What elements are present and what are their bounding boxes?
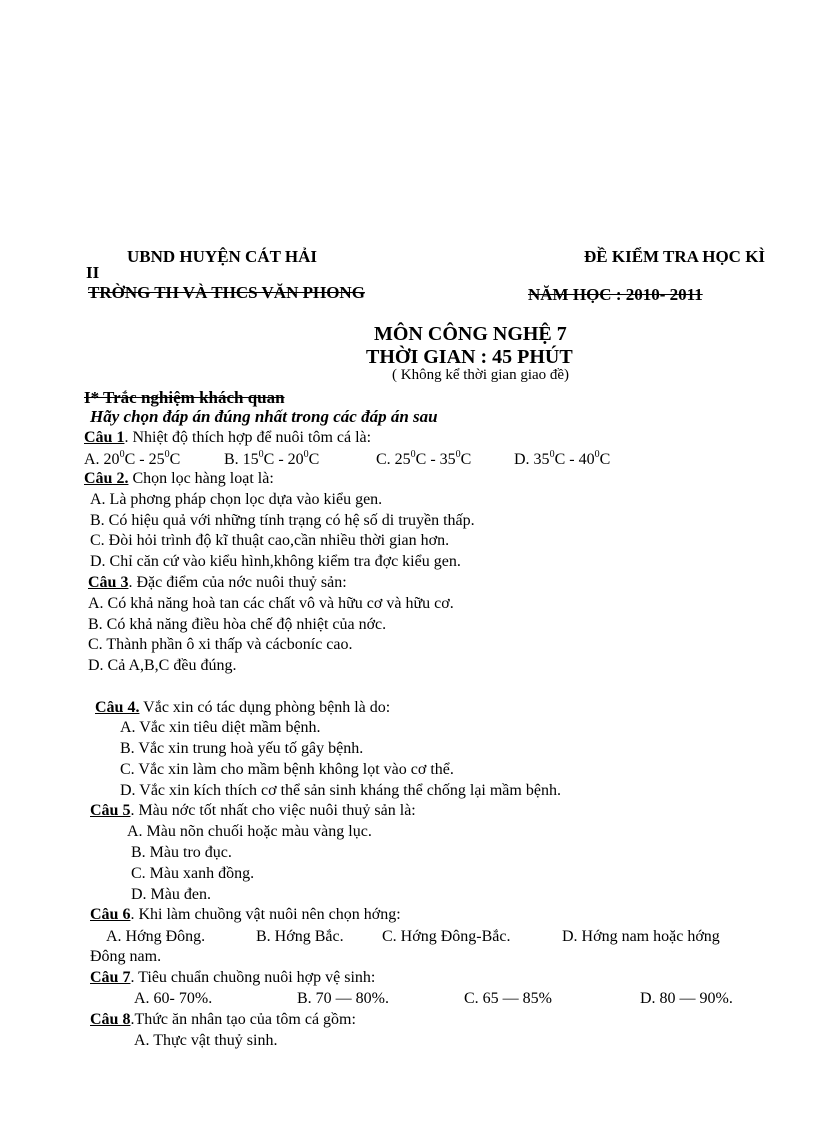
q6-option-b: B. Hớng Bắc. [256,928,344,945]
instruction: Hãy chọn đáp án đúng nhất trong các đáp án sau [90,407,438,426]
question-4-label: Câu 4. [95,699,140,716]
time-note: ( Không kể thời gian giao đề) [392,367,570,383]
q7-option-d: D. 80 — 90%. [640,990,733,1007]
q4-option-c: C. Vắc xin làm cho mầm bệnh không lọt vào cơ thể. [120,761,454,778]
section-heading: I* Trắc nghiệm khách quan [84,388,285,407]
q3-option-b: B. Có khả năng điều hòa chế độ nhiệt của nớc. [88,616,387,633]
question-3-text: . Đặc điểm của nớc nuôi thuỷ sản: [128,574,347,591]
q3-option-d: D. Cả A,B,C đều đúng. [88,657,237,674]
q6-option-a: A. Hớng Đông. [106,928,206,945]
question-6-label: Câu 6 [90,906,131,923]
q2-option-c: C. Đòi hỏi trình độ kĩ thuật cao,cần nhiều thời gian hơn. [90,532,450,549]
question-5-text: . Màu nớc tốt nhất cho việc nuôi thuỷ sản là: [130,802,416,819]
q4-option-d: D. Vắc xin kích thích cơ thể sản sinh kháng thể chống lại mầm bệnh. [120,782,561,799]
question-2-text: Chọn lọc hàng loạt là: [128,470,274,487]
question-2 [84,471,274,487]
school-year: NĂM HỌC : 2010- 2011 [528,285,703,304]
school-name: TRỜNG TH VÀ THCS VĂN PHONG [88,283,365,302]
question-7-label: Câu 7 [90,969,131,986]
question-7 [90,970,375,986]
question-6-text: . Khi làm chuồng vật nuôi nên chọn hớng: [130,906,401,923]
question-1 [84,430,371,446]
question-8-text: .Thức ăn nhân tạo của tôm cá gồm: [130,1011,356,1028]
q4-option-b: B. Vắc xin trung hoà yếu tố gây bệnh. [120,740,364,757]
q7-option-b: B. 70 — 80%. [297,990,389,1007]
q1-option-b: B. $15^0C - 20^0C$ [224,449,320,468]
exam-time: THỜI GIAN : 45 PHÚT [366,346,573,368]
q1-option-d: D. $35^0C - 40^0C$ [514,449,611,468]
question-1-label: Câu 1 [84,429,125,446]
question-1-text: . Nhiệt độ thích hợp để nuôi tôm cá là: [124,429,372,446]
q7-option-c: C. 65 — 85% [464,990,552,1007]
question-5 [90,803,416,819]
question-2-label: Câu 2. [84,470,129,487]
q2-option-b: B. Có hiệu quả với những tính trạng có hệ số di truyền thấp. [90,512,475,529]
q3-option-a: A. Có khả năng hoà tan các chất vô và hữu cơ và hữu cơ. [88,595,454,612]
question-8 [90,1012,356,1028]
q5-option-b: B. Màu tro đục. [131,844,232,861]
q1-option-c: C. $25^0C - 35^0C$ [376,449,472,468]
question-3-label: Câu 3 [88,574,129,591]
q2-option-a: A. Là phơng pháp chọn lọc dựa vào kiểu gen. [90,491,383,508]
q5-option-c: C. Màu xanh đồng. [131,865,255,882]
q6-option-c: C. Hớng Đông-Bắc. [382,928,511,945]
question-4-text: Vắc xin có tác dụng phòng bệnh là do: [139,699,391,716]
q4-option-a: A. Vắc xin tiêu diệt mầm bệnh. [120,719,321,736]
subject-title: MÔN CÔNG NGHỆ 7 [374,323,567,345]
question-4 [95,700,390,716]
q6-option-d-cont: Đông nam. [90,948,162,965]
exam-title-wrap: II [86,263,100,282]
q8-option-a: A. Thực vật thuỷ sinh. [134,1032,278,1049]
q3-option-c: C. Thành phần ô xi thấp và cácboníc cao. [88,636,353,653]
question-8-label: Câu 8 [90,1011,131,1028]
q5-option-d: D. Màu đen. [131,886,211,903]
q6-option-d: D. Hớng nam hoặc hớng [562,928,720,945]
question-5-label: Câu 5 [90,802,131,819]
q2-option-d: D. Chỉ căn cứ vào kiểu hình,không kiểm tra đợc kiểu gen. [90,553,461,570]
q1-option-a: A. $20^0C - 25^0C$ [84,449,181,468]
question-3 [88,575,347,591]
question-7-text: . Tiêu chuẩn chuồng nuôi hợp vệ sinh: [130,969,376,986]
question-6 [90,907,401,923]
q7-option-a: A. 60- 70%. [134,990,213,1007]
exam-title: ĐỀ KIỂM TRA HỌC KÌ [584,247,766,266]
school-district: UBND HUYỆN CÁT HẢI [127,247,318,266]
q5-option-a: A. Màu nõn chuối hoặc màu vàng lục. [127,823,372,840]
